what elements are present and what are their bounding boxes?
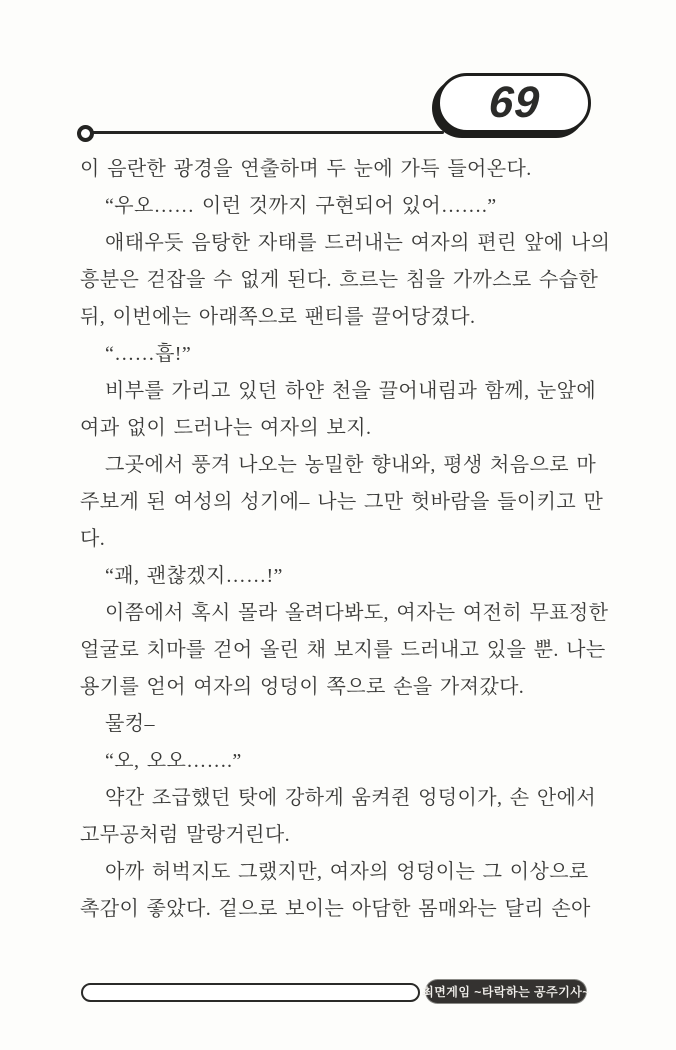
text-line: 그곳에서 풍겨 나오는 농밀한 향내와, 평생 처음으로 마 bbox=[105, 454, 597, 476]
text-line: 이 음란한 광경을 연출하며 두 눈에 가득 들어온다. bbox=[80, 158, 532, 180]
footer-ruler-box bbox=[81, 983, 420, 1002]
text-line-dialogue: “우오…… 이런 것까지 구현되어 있어…….” bbox=[105, 195, 497, 217]
text-line: 주보게 된 여성의 성기에– 나는 그만 헛바람을 들이키고 만 bbox=[80, 491, 604, 513]
page-number: 69 bbox=[486, 78, 542, 127]
text-line: 용기를 얻어 여자의 엉덩이 쪽으로 손을 가져갔다. bbox=[80, 676, 525, 698]
text-line: 얼굴로 치마를 걷어 올린 채 보지를 드러내고 있을 뿐. 나는 bbox=[80, 639, 606, 661]
text-line: 여과 없이 드러나는 여자의 보지. bbox=[80, 417, 372, 439]
body-text bbox=[80, 151, 611, 928]
text-line: 이쯤에서 혹시 몰라 올려다봐도, 여자는 여전히 무표정한 bbox=[105, 602, 609, 624]
header-rule bbox=[92, 131, 444, 134]
text-line: 물컹– bbox=[105, 713, 155, 735]
text-line: 촉감이 좋았다. 겉으로 보이는 아담한 몸매와는 달리 손아 bbox=[80, 898, 591, 920]
text-line: 뒤, 이번에는 아래쪽으로 팬티를 끌어당겼다. bbox=[80, 306, 476, 328]
text-line: 흥분은 걷잡을 수 없게 된다. 흐르는 침을 가까스로 수습한 bbox=[80, 269, 599, 291]
series-title-badge bbox=[422, 980, 590, 1003]
series-title: 최면게임 ~타락하는 공주기사~ bbox=[422, 985, 590, 999]
text-line: 고무공처럼 말랑거린다. bbox=[80, 824, 290, 846]
page-number-badge bbox=[437, 73, 591, 133]
text-line: 약간 조급했던 탓에 강하게 움켜쥔 엉덩이가, 손 안에서 bbox=[105, 787, 597, 809]
text-line: 애태우듯 음탕한 자태를 드러내는 여자의 편린 앞에 나의 bbox=[105, 232, 611, 254]
text-line: 다. bbox=[80, 528, 106, 550]
text-line: 비부를 가리고 있던 하얀 천을 끌어내림과 함께, 눈앞에 bbox=[105, 380, 597, 402]
text-line-dialogue: “괘, 괜찮겠지……!” bbox=[105, 565, 283, 587]
text-line-dialogue: “오, 오오…….” bbox=[105, 750, 242, 772]
text-line: 아까 허벅지도 그랬지만, 여자의 엉덩이는 그 이상으로 bbox=[105, 861, 589, 883]
text-line-dialogue: “……흡!” bbox=[105, 343, 192, 365]
